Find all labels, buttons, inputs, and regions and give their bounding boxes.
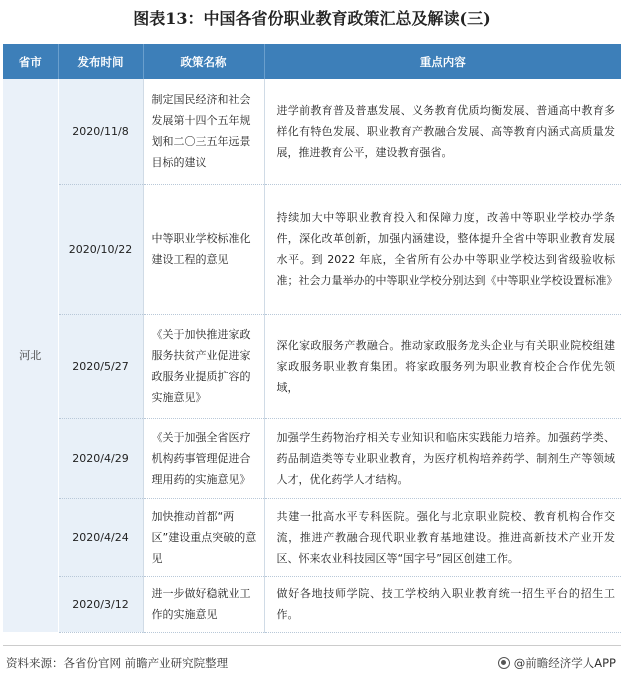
table-row (3, 576, 621, 632)
policy-name-cell: 制定国民经济和社会发展第十四个五年规划和二〇三五年远景目标的建议 (143, 79, 264, 184)
date-cell: 2020/10/22 (58, 184, 143, 314)
policy-name-cell: 进一步做好稳就业工作的实施意见 (143, 576, 264, 632)
content-cell: 进学前教育普及普惠发展、义务教育优质均衡发展、普通高中教育多样化有特色发展、职业教育产教融合发展、高等教育内涵式高质量发展，推进教育公平，建设教育强省。 (264, 79, 621, 184)
policy-name-cell: 《关于加快推进家政服务扶贫产业促进家政服务业提质扩容的实施意见》 (143, 314, 264, 418)
footer-divider (3, 645, 621, 646)
brand-credit-text: @前瞻经济学人APP (513, 656, 616, 670)
content-cell: 深化家政服务产教融合。推动家政服务龙头企业与有关职业院校组建家政服务职业教育集团。将家政服务列为职业教育校企合作优先领域， (264, 314, 621, 418)
policy-name-cell: 《关于加强全省医疗机构药事管理促进合理用药的实施意见》 (143, 418, 264, 498)
policy-table (3, 44, 621, 633)
date-cell: 2020/4/24 (58, 498, 143, 576)
date-cell: 2020/3/12 (58, 576, 143, 632)
table-row (3, 79, 621, 184)
table-row (3, 498, 621, 576)
column-header-province: 省市 (3, 44, 58, 79)
date-cell: 2020/4/29 (58, 418, 143, 498)
content-cell: 持续加大中等职业教育投入和保障力度，改善中等职业学校办学条件，深化改革创新，加强内涵建设，整体提升全省中等职业教育发展水平。到 2022 年底，全省所有公办中等职业学校达到省级验收标准；社会力量举办的中等职业学校分别达到《中等职业学校设置标准》 (264, 184, 621, 314)
date-cell: 2020/5/27 (58, 314, 143, 418)
table-header-row (3, 44, 621, 79)
policy-name-cell: 中等职业学校标准化建设工程的意见 (143, 184, 264, 314)
province-cell: 河北 (3, 79, 58, 632)
content-cell: 共建一批高水平专科医院。强化与北京职业院校、教育机构合作交流，推进产教融合现代职业教育基地建设。推进高新技术产业开发区、怀来农业科技园区等“国字号”园区创建工作。 (264, 498, 621, 576)
source-note: 资料来源：各省份官网 前瞻产业研究院整理 (6, 656, 229, 670)
figure-title: 图表13：中国各省份职业教育政策汇总及解读(三) (133, 9, 491, 28)
content-cell: 做好各地技师学院、技工学校纳入职业教育统一招生平台的招生工作。 (264, 576, 621, 632)
table-row (3, 184, 621, 314)
content-cell: 加强学生药物治疗相关专业知识和临床实践能力培养。加强药学类、药品制造类等专业职业教育，为医疗机构培养药学、制剂生产等领域人才，优化药学人才结构。 (264, 418, 621, 498)
qianzhan-logo-icon (498, 657, 510, 669)
brand-credit (498, 654, 616, 672)
table-row (3, 418, 621, 498)
column-header-content: 重点内容 (264, 44, 621, 79)
column-header-policy: 政策名称 (143, 44, 264, 79)
date-cell: 2020/11/8 (58, 79, 143, 184)
column-header-date: 发布时间 (58, 44, 143, 79)
policy-name-cell: 加快推动首都“两区”建设重点突破的意见 (143, 498, 264, 576)
table-row (3, 314, 621, 418)
